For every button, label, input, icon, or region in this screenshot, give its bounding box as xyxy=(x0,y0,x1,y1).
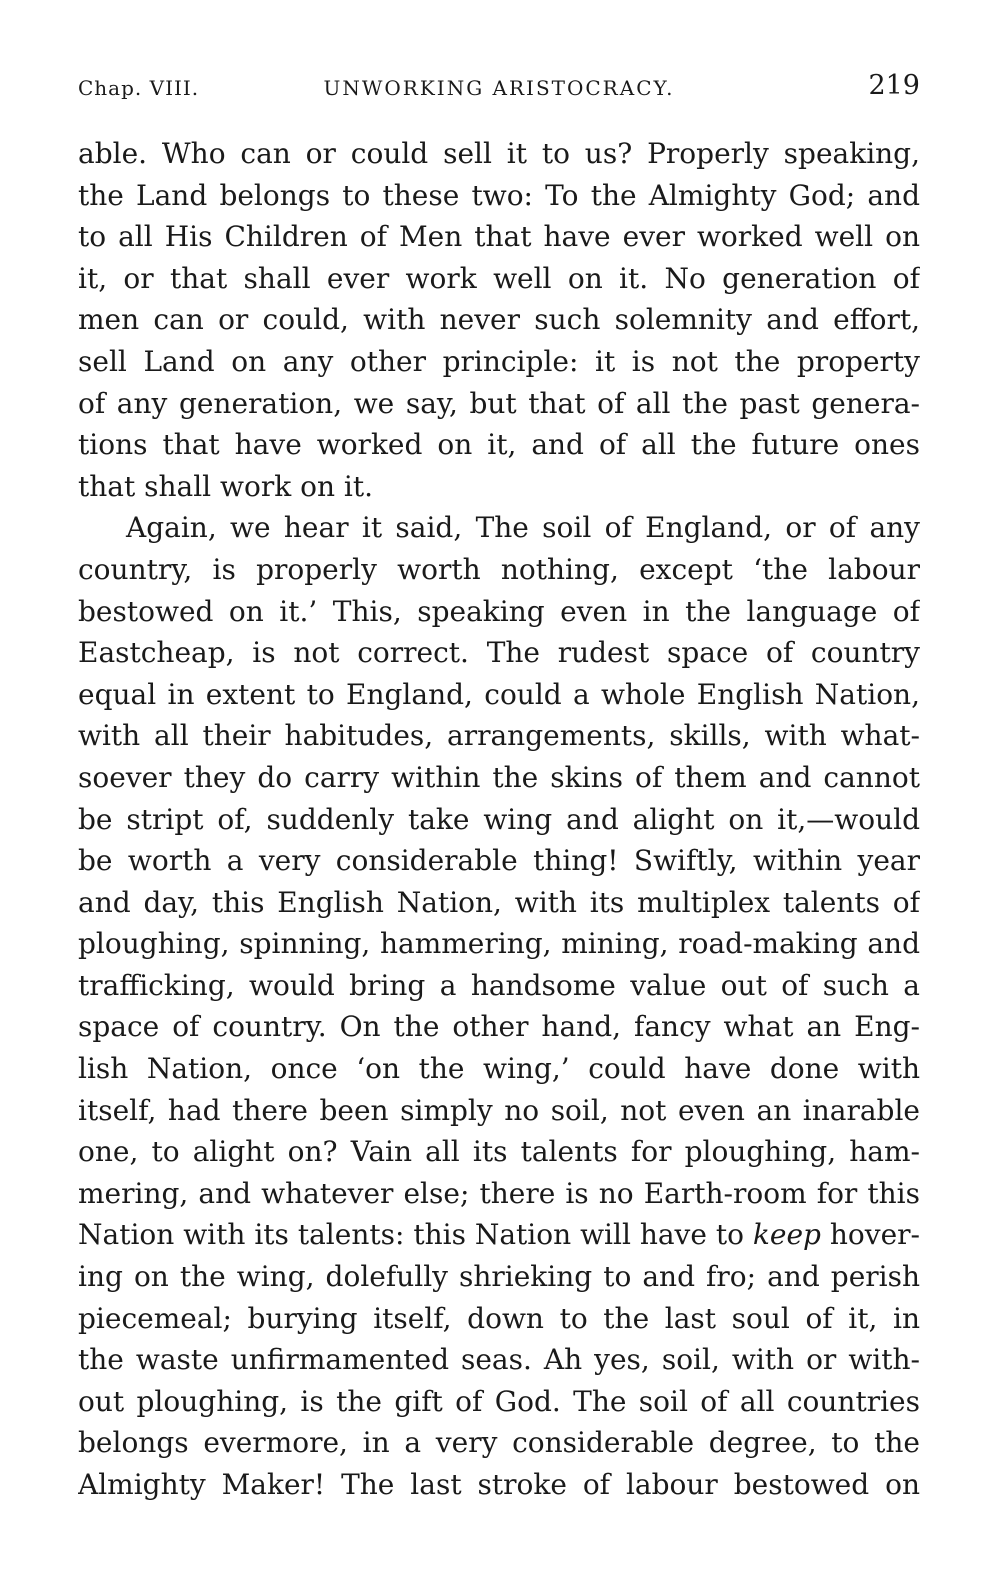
running-title: UNWORKING ARISTOCRACY. xyxy=(323,76,675,100)
text-line: Eastcheap, is not correct. The rudest space of country xyxy=(78,636,920,670)
text-line: the waste unfirmamented seas. Ah yes, soil, with or with- xyxy=(78,1343,920,1377)
text-line: country, is properly worth nothing, except ‘the labour xyxy=(78,552,920,586)
text-line: with all their habitudes, arrangements, skills, with what- xyxy=(78,719,920,753)
text-line: men can or could, with never such solemnity and effort, xyxy=(78,303,920,337)
text-line: itself, had there been simply no soil, not even an inarable xyxy=(78,1093,920,1127)
text-line: soever they do carry within the skins of them and cannot xyxy=(78,760,920,794)
text-line: mering, and whatever else; there is no Earth-room for this xyxy=(78,1176,920,1210)
text-line: able. Who can or could sell it to us? Properly speaking, xyxy=(78,137,920,170)
text-line: Almighty Maker! The last stroke of labour bestowed on xyxy=(78,1468,920,1501)
text-line: Nation with its talents: this Nation will have to keep hover- xyxy=(78,1218,920,1252)
paragraph-end-line: that shall work on it. xyxy=(78,469,374,503)
text-line: to all His Children of Men that have ever worked well on xyxy=(78,220,920,254)
text-line: tions that have worked on it, and of all the future ones xyxy=(78,428,920,462)
emphasis-keep: keep xyxy=(752,1218,821,1252)
running-head xyxy=(78,70,920,106)
text-line: and day, this English Nation, with its multiplex talents of xyxy=(78,885,920,919)
text-line: belongs evermore, in a very considerable degree, to the xyxy=(78,1426,920,1460)
text-line: out ploughing, is the gift of God. The soil of all countries xyxy=(78,1384,920,1418)
text-line: piecemeal; burying itself, down to the last soul of it, in xyxy=(78,1301,920,1335)
chapter-label: Chap. VIII. xyxy=(78,76,200,100)
paragraph-first-line: Again, we hear it said, The soil of England, or of any xyxy=(126,511,920,545)
text-line: be stript of, suddenly take wing and alight on it,—would xyxy=(78,802,920,836)
text-line: the Land belongs to these two: To the Almighty God; and xyxy=(78,178,920,212)
text-line: one, to alight on? Vain all its talents for ploughing, ham- xyxy=(78,1135,920,1169)
text-line: lish Nation, once ‘on the wing,’ could have done with xyxy=(78,1052,920,1086)
text-line: equal in extent to England, could a whole English Nation, xyxy=(78,677,920,711)
text-line: ploughing, spinning, hammering, mining, road-making and xyxy=(78,927,920,961)
text-line: ing on the wing, dolefully shrieking to and fro; and perish xyxy=(78,1260,920,1294)
text-line: trafficking, would bring a handsome value out of such a xyxy=(78,968,920,1002)
text-line: be worth a very considerable thing! Swiftly, within year xyxy=(78,844,920,878)
body-text xyxy=(78,133,920,1506)
text-line: sell Land on any other principle: it is not the property xyxy=(78,344,920,378)
text-line: space of country. On the other hand, fancy what an Eng- xyxy=(78,1010,920,1044)
text-line: it, or that shall ever work well on it. No generation of xyxy=(78,261,920,295)
page-number: 219 xyxy=(868,70,920,101)
text-line: bestowed on it.’ This, speaking even in the language of xyxy=(78,594,920,628)
text-line: of any generation, we say, but that of all the past genera- xyxy=(78,386,920,420)
